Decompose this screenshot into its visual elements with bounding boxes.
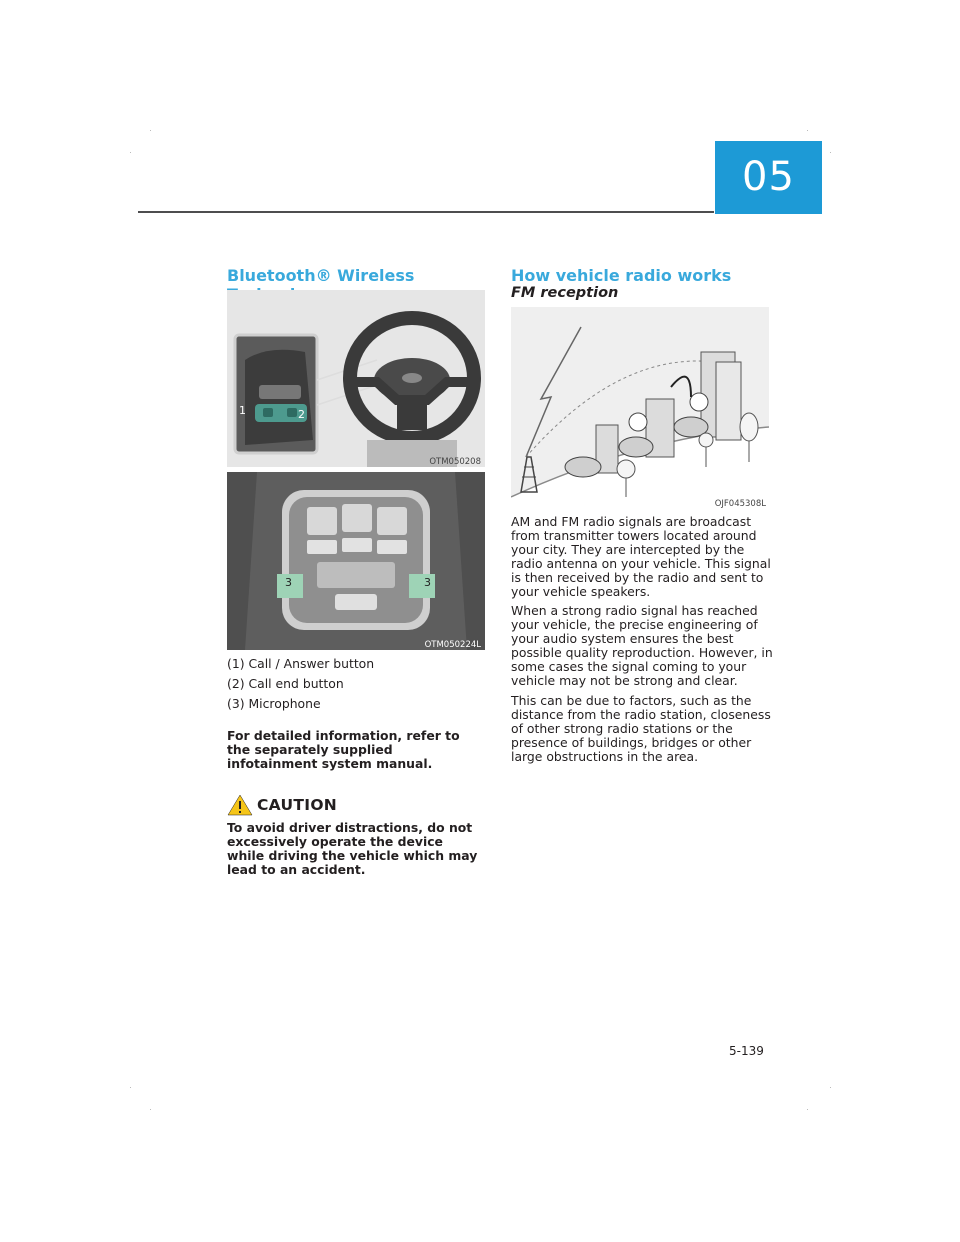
section-heading-bluetooth: Bluetooth® Wireless xyxy=(227,266,415,285)
steering-wheel-illustration xyxy=(227,290,485,467)
radio-paragraph-1: AM and FM radio signals are broadcast from transmitter towers located around your city. They are intercepted by the radio antenna on your vehicle. This signal is then received by the radio and sent to your vehicle speakers. xyxy=(511,514,771,599)
warning-triangle-icon xyxy=(227,794,253,816)
chapter-tab: 05 xyxy=(715,141,822,214)
callout-3-left: 3 xyxy=(285,576,292,589)
figure-overhead-console xyxy=(227,472,485,650)
figure-code-2: OTM050224L xyxy=(424,640,481,650)
overhead-console-illustration xyxy=(227,472,485,650)
section-heading-radio: How vehicle radio works xyxy=(511,266,732,285)
legend-item-2: (2) Call end button xyxy=(227,676,344,691)
figure-fm-reception xyxy=(511,307,769,507)
radio-paragraph-3: This can be due to factors, such as the distance from the radio station, closeness of other strong radio stations or the presence of buildings, bridges or other large obstructions in the area. xyxy=(511,692,771,764)
callout-2: 2 xyxy=(298,408,305,421)
page-number: 5-139 xyxy=(729,1044,764,1058)
caution-box xyxy=(227,794,482,883)
infotainment-note: For detailed information, refer to the separately supplied infotainment system manual. xyxy=(227,728,460,771)
subheading-fm-reception: FM reception xyxy=(511,285,619,301)
callout-1: 1 xyxy=(239,404,246,417)
radio-text xyxy=(511,515,773,769)
figure-legend xyxy=(227,657,487,717)
caution-title: CAUTION xyxy=(257,796,338,814)
callout-3-right: 3 xyxy=(424,576,431,589)
legend-item-1: (1) Call / Answer button xyxy=(227,656,375,671)
fm-reception-illustration xyxy=(511,307,769,507)
legend-item-3: (3) Microphone xyxy=(227,696,321,711)
caution-text: To avoid driver distractions, do not excessively operate the device while driving the vehicle which may lead to an accident. xyxy=(227,820,478,877)
header-rule xyxy=(138,211,714,213)
figure-steering-wheel xyxy=(227,290,485,467)
radio-paragraph-2: When a strong radio signal has reached your vehicle, the precise engineering of your audio system ensures the best possible quality reproduction. However, in some cases the signal coming to your vehicle may not be strong and clear. xyxy=(511,603,773,688)
figure-code-1: OTM050208 xyxy=(429,457,481,467)
figure-code-3: OJF045308L xyxy=(714,499,766,509)
